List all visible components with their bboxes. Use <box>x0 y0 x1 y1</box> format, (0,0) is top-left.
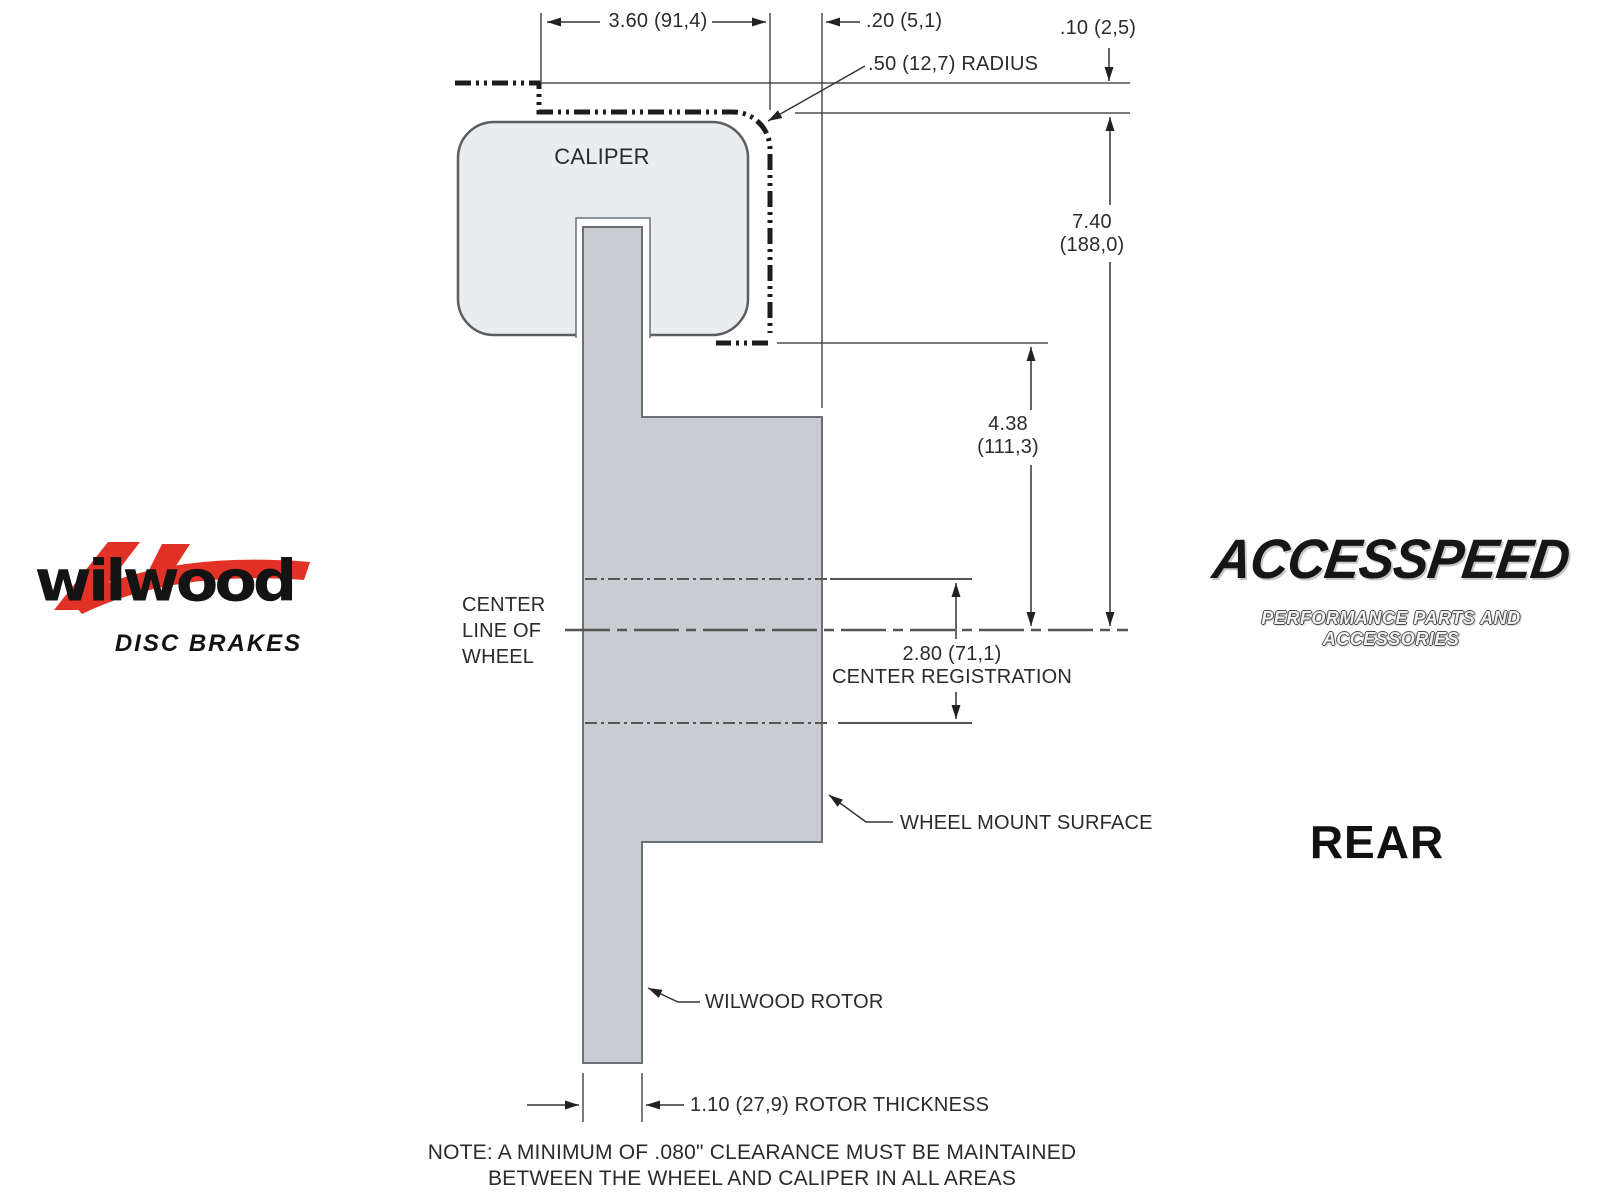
rotor-and-hat <box>583 227 822 1063</box>
centerline-label-3: WHEEL <box>462 646 535 668</box>
wilwood-logo-name: wilwood <box>34 546 294 615</box>
dim-mount-height-mm: (111,3) <box>977 436 1039 458</box>
dim-overall-height <box>1060 211 1125 257</box>
dim-top-clearance: .10 (2,5) <box>1059 17 1137 39</box>
centerline-label <box>462 592 545 670</box>
centerline-label-2: LINE OF <box>462 620 542 642</box>
dim-center-registration <box>832 643 1072 689</box>
dim-corner-radius: .50 (12,7) RADIUS <box>868 53 1039 75</box>
wheel-mount-surface-label: WHEEL MOUNT SURFACE <box>900 812 1153 834</box>
clearance-note-line1: NOTE: A MINIMUM OF .080" CLEARANCE MUST BE MAINTAINED <box>427 1141 1077 1164</box>
rotor-leader <box>648 988 700 1002</box>
accesspeed-logo-tagline: PERFORMANCE PARTS AND ACCESSORIES <box>1261 608 1521 649</box>
dim-caliper-width: 3.60 (91,4) <box>608 10 708 32</box>
accesspeed-logo <box>1192 528 1592 649</box>
wilwood-rotor-label: WILWOOD ROTOR <box>705 991 884 1013</box>
wilwood-logo <box>12 532 327 672</box>
clearance-note <box>428 1140 1077 1192</box>
dim-rotor-thickness: 1.10 (27,9) ROTOR THICKNESS <box>690 1094 990 1116</box>
dim-overall-height-mm: (188,0) <box>1059 234 1125 256</box>
dim-center-registration-value: 2.80 (71,1) <box>902 643 1002 665</box>
accesspeed-logo-name: ACCESSPEED <box>1209 528 1574 591</box>
centerline-label-1: CENTER <box>462 594 546 616</box>
dim-side-clearance: .20 (5,1) <box>866 10 943 32</box>
caliper-label: CALIPER <box>554 144 650 169</box>
dim-center-registration-text: CENTER REGISTRATION <box>831 666 1073 688</box>
wilwood-logo-tagline: DISC BRAKES <box>114 630 303 657</box>
view-label-rear: REAR <box>1309 816 1445 868</box>
clearance-note-line2: BETWEEN THE WHEEL AND CALIPER IN ALL AREAS <box>487 1167 1017 1190</box>
dim-mount-height <box>977 413 1039 459</box>
dim-mount-height-in: 4.38 <box>988 413 1028 435</box>
dim-overall-height-in: 7.40 <box>1072 211 1112 233</box>
wheel-mount-leader <box>829 795 893 822</box>
